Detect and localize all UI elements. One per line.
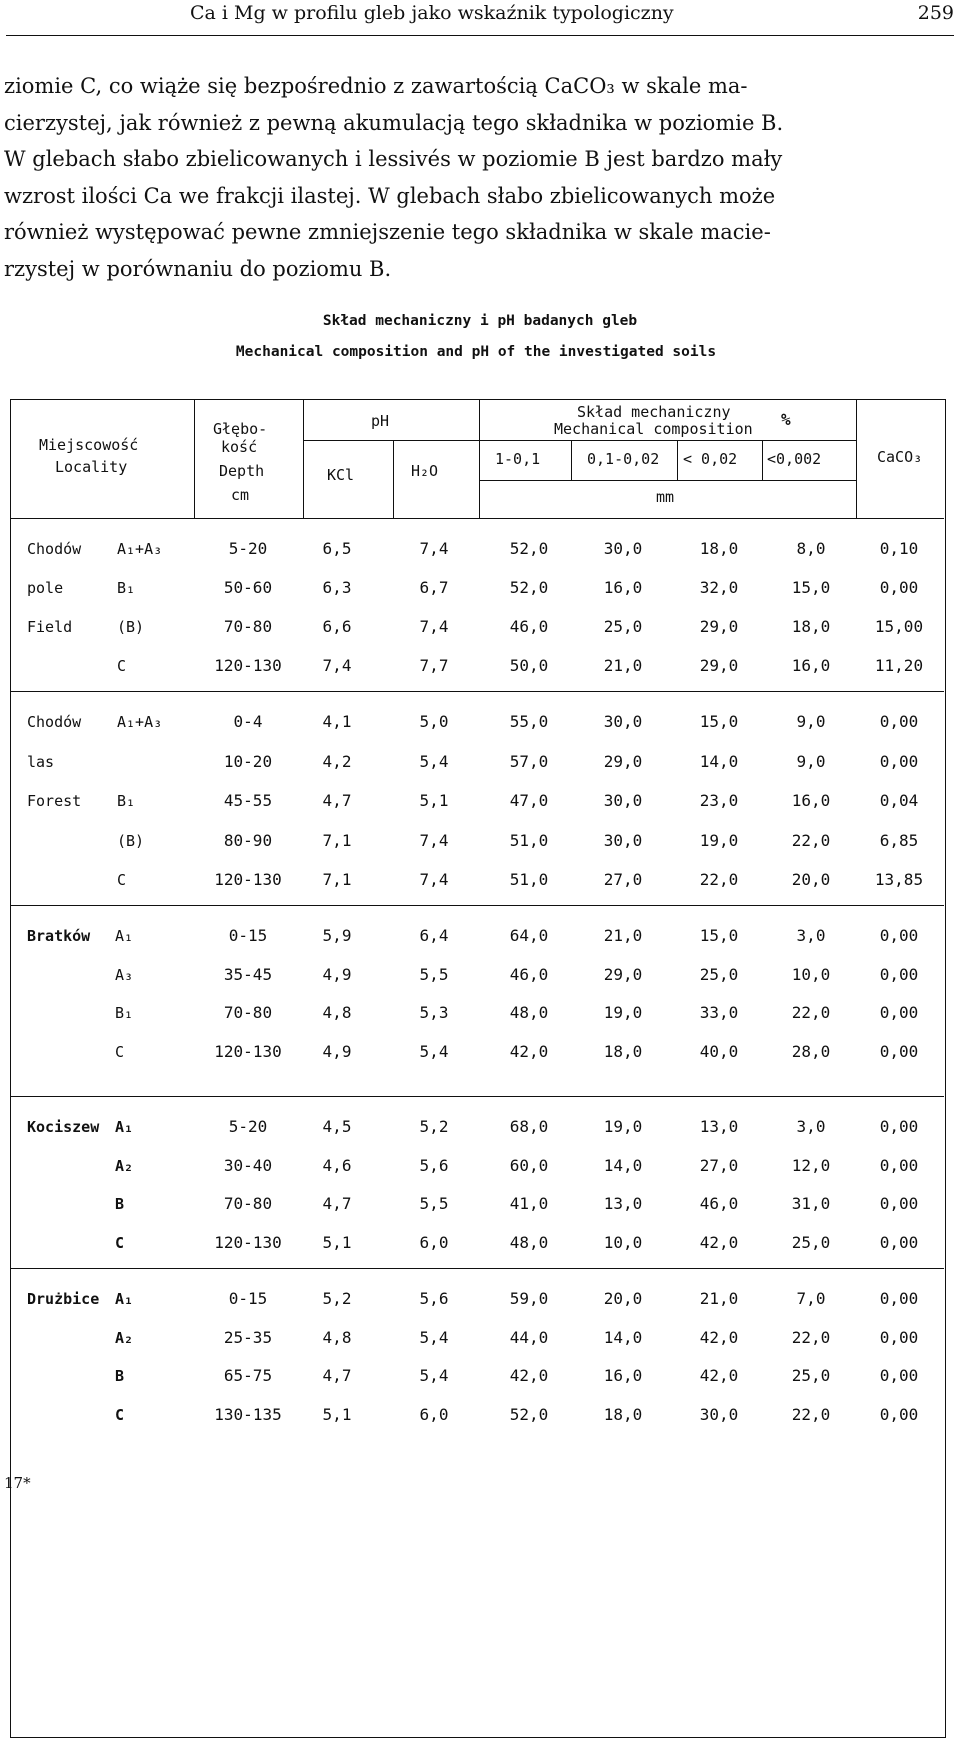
f3-cell: 14,0 <box>699 751 739 771</box>
header-divider <box>303 440 479 441</box>
depth-cell: 0-4 <box>233 712 263 731</box>
body-line: ziomie C, co wiąże się bezpośrednio z zawartością CaCO₃ w skale ma- <box>4 74 748 98</box>
f4-cell: 12,0 <box>791 1155 831 1175</box>
f2-cell: 13,0 <box>603 1194 643 1213</box>
h2o-cell: 5,5 <box>419 1194 449 1213</box>
f3-cell: 27,0 <box>699 1155 739 1175</box>
header-divider <box>479 440 856 441</box>
h2o-cell: 6,0 <box>419 1404 449 1424</box>
f4-cell: 25,0 <box>791 1232 831 1252</box>
kcl-cell: 5,1 <box>322 1232 352 1252</box>
caco3-cell: 0,04 <box>879 791 919 810</box>
kcl-cell: 4,8 <box>322 1327 352 1347</box>
h2o-cell: 5,6 <box>419 1289 449 1308</box>
f1-cell: 51,0 <box>509 870 549 889</box>
f2-cell: 20,0 <box>603 1289 643 1308</box>
f3-cell: 33,0 <box>699 1003 739 1022</box>
caco3-cell: 0,00 <box>879 1366 919 1385</box>
f3-cell: 29,0 <box>699 617 739 636</box>
f1-cell: 64,0 <box>509 926 549 945</box>
f2-cell: 30,0 <box>603 791 643 810</box>
header-rule <box>6 35 954 36</box>
f2-cell: 19,0 <box>603 1003 643 1022</box>
header-fraction-4: <0,002 <box>767 450 822 468</box>
f2-cell: 21,0 <box>603 656 643 675</box>
f2-cell: 30,0 <box>603 830 643 850</box>
caco3-cell: 0,00 <box>879 1404 919 1424</box>
caco3-cell: 0,00 <box>879 712 919 731</box>
h2o-cell: 5,2 <box>419 1117 449 1136</box>
f1-cell: 60,0 <box>509 1155 549 1175</box>
header-divider <box>194 400 195 518</box>
h2o-cell: 7,7 <box>419 656 449 675</box>
f2-cell: 29,0 <box>603 964 643 984</box>
kcl-cell: 4,5 <box>322 1117 352 1136</box>
f1-cell: 46,0 <box>509 964 549 984</box>
f2-cell: 30,0 <box>603 539 643 558</box>
header-depth-en: Depth <box>219 462 265 480</box>
kcl-cell: 6,5 <box>322 539 352 558</box>
f3-cell: 23,0 <box>699 791 739 810</box>
header-depth-pl-1: Głębo- <box>213 420 268 438</box>
depth-cell: 25-35 <box>223 1327 273 1347</box>
f3-cell: 32,0 <box>699 578 739 597</box>
running-head-title: Ca i Mg w profilu gleb jako wskaźnik typologiczny <box>190 2 674 24</box>
depth-cell: 5-20 <box>228 1117 268 1136</box>
kcl-cell: 4,9 <box>322 1041 352 1061</box>
f4-cell: 8,0 <box>796 539 826 558</box>
h2o-cell: 5,3 <box>419 1003 449 1022</box>
f4-cell: 9,0 <box>796 751 826 771</box>
f4-cell: 22,0 <box>791 1327 831 1347</box>
locality-label: Field <box>27 618 73 636</box>
f3-cell: 13,0 <box>699 1117 739 1136</box>
f1-cell: 51,0 <box>509 830 549 850</box>
header-fraction-2: 0,1-0,02 <box>587 450 660 468</box>
header-mech-en: Mechanical composition <box>554 420 753 438</box>
header-depth-unit: cm <box>231 486 250 504</box>
depth-cell: 65-75 <box>223 1366 273 1385</box>
f3-cell: 30,0 <box>699 1404 739 1424</box>
locality-label: las <box>27 752 55 771</box>
h2o-cell: 7,4 <box>419 539 449 558</box>
depth-cell: 30-40 <box>223 1155 273 1175</box>
h2o-cell: 5,4 <box>419 751 449 771</box>
f1-cell: 48,0 <box>509 1232 549 1252</box>
header-ph: pH <box>371 412 390 430</box>
locality-label: Kociszew <box>27 1118 100 1136</box>
header-divider <box>303 400 304 518</box>
kcl-cell: 7,1 <box>322 870 352 889</box>
f3-cell: 42,0 <box>699 1366 739 1385</box>
depth-cell: 80-90 <box>223 830 273 850</box>
f2-cell: 27,0 <box>603 870 643 889</box>
caco3-cell: 13,85 <box>874 870 924 889</box>
header-fraction-1: 1-0,1 <box>495 450 541 468</box>
h2o-cell: 5,0 <box>419 712 449 731</box>
caco3-cell: 0,00 <box>879 926 919 945</box>
kcl-cell: 4,1 <box>322 712 352 731</box>
caco3-cell: 6,85 <box>879 830 919 850</box>
f1-cell: 59,0 <box>509 1289 549 1308</box>
kcl-cell: 5,9 <box>322 926 352 945</box>
depth-cell: 45-55 <box>223 791 273 810</box>
body-paragraph <box>4 68 954 288</box>
caco3-cell: 15,00 <box>874 617 924 636</box>
f4-cell: 9,0 <box>796 712 826 731</box>
f3-cell: 42,0 <box>699 1232 739 1252</box>
f2-cell: 25,0 <box>603 617 643 636</box>
caco3-cell: 0,00 <box>879 1289 919 1308</box>
f1-cell: 68,0 <box>509 1117 549 1136</box>
f3-cell: 40,0 <box>699 1041 739 1061</box>
depth-cell: 50-60 <box>223 578 273 597</box>
f2-cell: 18,0 <box>603 1041 643 1061</box>
f2-cell: 18,0 <box>603 1404 643 1424</box>
h2o-cell: 5,6 <box>419 1155 449 1175</box>
f3-cell: 21,0 <box>699 1289 739 1308</box>
horizon-cell: A₁+A₃ <box>117 713 163 731</box>
f1-cell: 41,0 <box>509 1194 549 1213</box>
caco3-cell: 0,00 <box>879 1194 919 1213</box>
kcl-cell: 4,6 <box>322 1155 352 1175</box>
depth-cell: 120-130 <box>214 656 282 675</box>
f4-cell: 22,0 <box>791 830 831 850</box>
f1-cell: 52,0 <box>509 539 549 558</box>
f2-cell: 30,0 <box>603 712 643 731</box>
f2-cell: 19,0 <box>603 1117 643 1136</box>
f3-cell: 18,0 <box>699 539 739 558</box>
f3-cell: 15,0 <box>699 926 739 945</box>
f4-cell: 31,0 <box>791 1194 831 1213</box>
kcl-cell: 4,7 <box>322 791 352 810</box>
f1-cell: 52,0 <box>509 578 549 597</box>
f3-cell: 29,0 <box>699 656 739 675</box>
header-locality-pl: Miejscowość <box>39 436 139 454</box>
kcl-cell: 6,3 <box>322 578 352 597</box>
caco3-cell: 0,00 <box>879 751 919 771</box>
kcl-cell: 4,2 <box>322 751 352 771</box>
horizon-cell: B₁ <box>117 792 136 810</box>
f4-cell: 16,0 <box>791 791 831 810</box>
locality-label: Chodów <box>27 713 82 731</box>
f4-cell: 18,0 <box>791 617 831 636</box>
depth-cell: 130-135 <box>214 1404 282 1424</box>
header-kcl: KCl <box>327 466 355 484</box>
f4-cell: 22,0 <box>791 1003 831 1022</box>
h2o-cell: 6,4 <box>419 926 449 945</box>
depth-cell: 120-130 <box>214 1232 282 1252</box>
f3-cell: 46,0 <box>699 1194 739 1213</box>
table-caption-pl: Skład mechaniczny i pH badanych gleb <box>322 313 638 329</box>
body-line: rzystej w porównaniu do poziomu B. <box>4 256 392 281</box>
locality-label: Chodów <box>27 540 82 558</box>
body-line: cierzystej, jak również z pewną akumulacją tego składnika w poziomie B. <box>4 110 784 135</box>
f2-cell: 16,0 <box>603 1366 643 1385</box>
f3-cell: 42,0 <box>699 1327 739 1347</box>
kcl-cell: 7,1 <box>322 830 352 850</box>
depth-cell: 70-80 <box>223 1003 273 1022</box>
header-bottom-rule <box>11 518 944 519</box>
body-line: również występować pewne zmniejszenie tego składnika w skale macie- <box>4 220 771 245</box>
horizon-cell: A₁+A₃ <box>117 540 163 558</box>
f2-cell: 29,0 <box>603 751 643 771</box>
h2o-cell: 5,1 <box>419 791 449 810</box>
horizon-cell: (B) <box>117 831 145 850</box>
kcl-cell: 5,2 <box>322 1289 352 1308</box>
horizon-cell: A₂ <box>115 1328 134 1347</box>
f1-cell: 57,0 <box>509 751 549 771</box>
horizon-cell: C <box>115 1233 125 1252</box>
f4-cell: 15,0 <box>791 578 831 597</box>
locality-label: pole <box>27 579 64 597</box>
group-separator <box>11 691 944 692</box>
header-divider <box>479 480 856 481</box>
caco3-cell: 11,20 <box>874 656 924 675</box>
page-number: 259 <box>917 2 954 24</box>
f4-cell: 3,0 <box>796 926 826 945</box>
horizon-cell: B <box>115 1195 125 1213</box>
kcl-cell: 7,4 <box>322 656 352 675</box>
f1-cell: 47,0 <box>509 791 549 810</box>
h2o-cell: 5,4 <box>419 1041 449 1061</box>
depth-cell: 0-15 <box>228 1289 268 1308</box>
f3-cell: 25,0 <box>699 964 739 984</box>
f1-cell: 55,0 <box>509 712 549 731</box>
horizon-cell: A₂ <box>115 1156 134 1175</box>
group-separator <box>11 905 944 906</box>
f2-cell: 21,0 <box>603 926 643 945</box>
f1-cell: 46,0 <box>509 617 549 636</box>
header-divider <box>762 440 763 480</box>
f1-cell: 48,0 <box>509 1003 549 1022</box>
f4-cell: 25,0 <box>791 1366 831 1385</box>
header-divider <box>571 440 572 480</box>
caco3-cell: 0,00 <box>879 964 919 984</box>
header-percent: % <box>781 410 791 429</box>
depth-cell: 120-130 <box>214 870 282 889</box>
header-caco3: CaCO₃ <box>877 448 923 466</box>
signature-mark: 17* <box>4 1474 31 1492</box>
f4-cell: 20,0 <box>791 870 831 889</box>
h2o-cell: 5,5 <box>419 964 449 984</box>
caco3-cell: 0,00 <box>879 1327 919 1347</box>
locality-label: Forest <box>27 792 82 810</box>
h2o-cell: 7,4 <box>419 617 449 636</box>
horizon-cell: A₁ <box>115 927 134 945</box>
f3-cell: 22,0 <box>699 870 739 889</box>
table-caption-en: Mechanical composition and pH of the investigated soils <box>235 344 717 360</box>
f2-cell: 10,0 <box>603 1232 643 1252</box>
kcl-cell: 4,7 <box>322 1194 352 1213</box>
f1-cell: 50,0 <box>509 656 549 675</box>
horizon-cell: C <box>117 657 127 675</box>
header-fraction-3: < 0,02 <box>683 450 738 468</box>
horizon-cell: C <box>117 871 127 889</box>
header-divider <box>479 400 480 518</box>
f1-cell: 42,0 <box>509 1041 549 1061</box>
horizon-cell: C <box>115 1405 125 1424</box>
header-h2o: H₂O <box>411 462 439 480</box>
kcl-cell: 4,8 <box>322 1003 352 1022</box>
h2o-cell: 5,4 <box>419 1366 449 1385</box>
header-mm: mm <box>656 488 675 506</box>
horizon-cell: (B) <box>117 618 145 636</box>
horizon-cell: B₁ <box>117 579 136 597</box>
depth-cell: 5-20 <box>228 539 268 558</box>
f2-cell: 16,0 <box>603 578 643 597</box>
f4-cell: 10,0 <box>791 964 831 984</box>
caco3-cell: 0,00 <box>879 1155 919 1175</box>
f2-cell: 14,0 <box>603 1155 643 1175</box>
horizon-cell: B <box>115 1367 125 1385</box>
h2o-cell: 7,4 <box>419 870 449 889</box>
depth-cell: 70-80 <box>223 1194 273 1213</box>
horizon-cell: A₃ <box>115 965 134 984</box>
caco3-cell: 0,10 <box>879 539 919 558</box>
header-depth-pl-2: kość <box>221 438 258 456</box>
h2o-cell: 5,4 <box>419 1327 449 1347</box>
f3-cell: 19,0 <box>699 830 739 850</box>
f2-cell: 14,0 <box>603 1327 643 1347</box>
depth-cell: 10-20 <box>223 751 273 771</box>
f1-cell: 52,0 <box>509 1404 549 1424</box>
depth-cell: 120-130 <box>214 1041 282 1061</box>
horizon-cell: A₁ <box>115 1290 134 1308</box>
locality-label: Bratków <box>27 927 91 945</box>
data-table <box>10 399 946 1738</box>
header-divider <box>677 440 678 480</box>
kcl-cell: 4,7 <box>322 1366 352 1385</box>
f1-cell: 42,0 <box>509 1366 549 1385</box>
depth-cell: 70-80 <box>223 617 273 636</box>
group-separator <box>11 1268 944 1269</box>
body-line: W glebach słabo zbielicowanych i lessivés w poziomie B jest bardzo mały <box>4 147 783 172</box>
f4-cell: 22,0 <box>791 1404 831 1424</box>
caco3-cell: 0,00 <box>879 1041 919 1061</box>
header-divider <box>856 400 857 518</box>
h2o-cell: 6,0 <box>419 1232 449 1252</box>
f1-cell: 44,0 <box>509 1327 549 1347</box>
horizon-cell: A₁ <box>115 1118 134 1136</box>
header-locality-en: Locality <box>55 458 128 476</box>
f4-cell: 16,0 <box>791 656 831 675</box>
f4-cell: 28,0 <box>791 1041 831 1061</box>
caco3-cell: 0,00 <box>879 578 919 597</box>
caco3-cell: 0,00 <box>879 1232 919 1252</box>
locality-label: Drużbice <box>27 1290 100 1308</box>
kcl-cell: 4,9 <box>322 964 352 984</box>
h2o-cell: 7,4 <box>419 830 449 850</box>
caco3-cell: 0,00 <box>879 1117 919 1136</box>
h2o-cell: 6,7 <box>419 578 449 597</box>
f4-cell: 3,0 <box>796 1117 826 1136</box>
kcl-cell: 5,1 <box>322 1404 352 1424</box>
kcl-cell: 6,6 <box>322 617 352 636</box>
horizon-cell: C <box>115 1042 125 1061</box>
caco3-cell: 0,00 <box>879 1003 919 1022</box>
running-head <box>0 0 960 36</box>
f4-cell: 7,0 <box>796 1289 826 1308</box>
depth-cell: 35-45 <box>223 964 273 984</box>
group-separator <box>11 1096 944 1097</box>
header-divider <box>393 440 394 518</box>
body-line: wzrost ilości Ca we frakcji ilastej. W glebach słabo zbielicowanych może <box>4 183 776 208</box>
depth-cell: 0-15 <box>228 926 268 945</box>
header-mech-pl: Skład mechaniczny <box>577 403 731 421</box>
horizon-cell: B₁ <box>115 1004 134 1022</box>
f3-cell: 15,0 <box>699 712 739 731</box>
